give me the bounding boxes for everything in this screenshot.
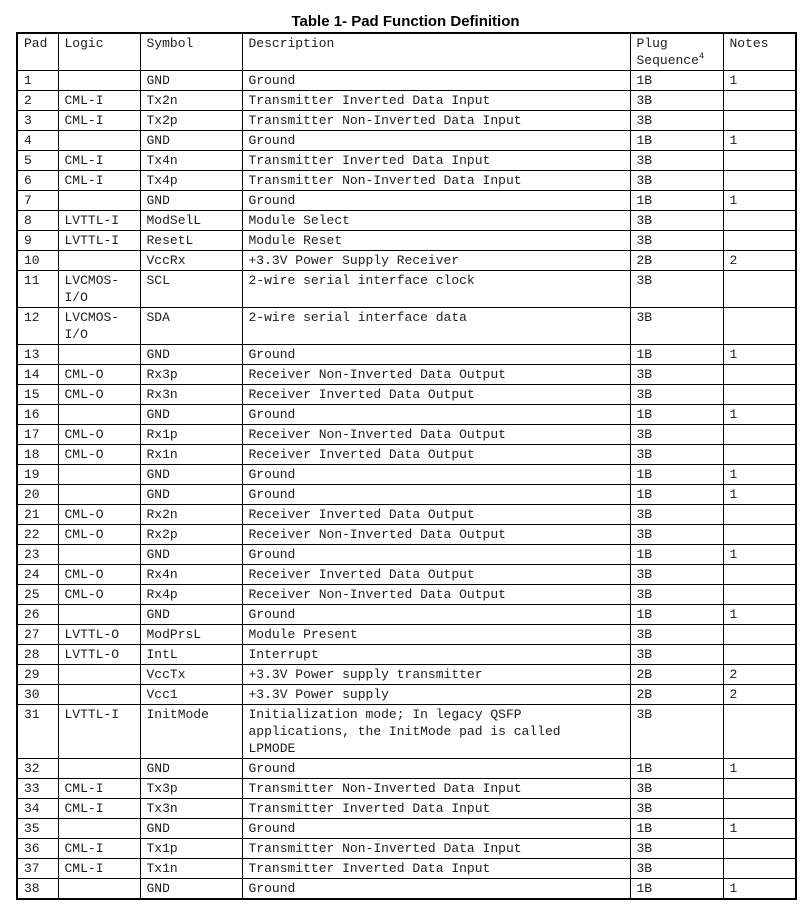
cell-notes: 1 [723, 545, 796, 565]
cell-logic [58, 405, 140, 425]
cell-plug: 1B [630, 759, 723, 779]
header-plug-sequence [630, 33, 723, 71]
table-row [17, 425, 796, 445]
cell-plug: 1B [630, 879, 723, 900]
cell-notes: 1 [723, 131, 796, 151]
cell-notes: 1 [723, 819, 796, 839]
header-description: Description [242, 33, 630, 71]
cell-plug: 1B [630, 485, 723, 505]
cell-symbol: GND [140, 405, 242, 425]
table-row [17, 211, 796, 231]
cell-logic: CML-I [58, 151, 140, 171]
cell-notes [723, 385, 796, 405]
cell-plug: 3B [630, 859, 723, 879]
cell-description: Module Reset [242, 231, 630, 251]
cell-description: Ground [242, 759, 630, 779]
cell-notes [723, 799, 796, 819]
cell-logic: CML-I [58, 859, 140, 879]
cell-symbol: Tx4n [140, 151, 242, 171]
table-row [17, 151, 796, 171]
cell-plug: 3B [630, 91, 723, 111]
plug-sequence-label: Plug Sequence [636, 36, 699, 68]
table-row [17, 345, 796, 365]
cell-description: Transmitter Non-Inverted Data Input [242, 111, 630, 131]
table-row [17, 111, 796, 131]
cell-symbol: InitMode [140, 705, 242, 759]
cell-pad: 32 [17, 759, 58, 779]
cell-logic [58, 191, 140, 211]
cell-description: Receiver Non-Inverted Data Output [242, 425, 630, 445]
cell-notes: 2 [723, 251, 796, 271]
cell-description: Ground [242, 545, 630, 565]
cell-pad: 20 [17, 485, 58, 505]
table-row [17, 91, 796, 111]
cell-pad: 37 [17, 859, 58, 879]
cell-plug: 3B [630, 839, 723, 859]
cell-symbol: GND [140, 131, 242, 151]
cell-plug: 1B [630, 345, 723, 365]
cell-symbol: GND [140, 759, 242, 779]
cell-pad: 24 [17, 565, 58, 585]
cell-pad: 33 [17, 779, 58, 799]
cell-pad: 4 [17, 131, 58, 151]
cell-description: Receiver Inverted Data Output [242, 385, 630, 405]
table-row [17, 879, 796, 900]
cell-symbol: Rx3p [140, 365, 242, 385]
cell-logic: CML-O [58, 505, 140, 525]
cell-logic: CML-I [58, 839, 140, 859]
cell-symbol: Rx1p [140, 425, 242, 445]
cell-symbol: VccTx [140, 665, 242, 685]
cell-plug: 3B [630, 779, 723, 799]
cell-plug: 3B [630, 705, 723, 759]
cell-plug: 3B [630, 799, 723, 819]
cell-symbol: ModPrsL [140, 625, 242, 645]
cell-logic [58, 71, 140, 91]
table-row [17, 385, 796, 405]
cell-logic [58, 685, 140, 705]
cell-pad: 8 [17, 211, 58, 231]
cell-pad: 12 [17, 308, 58, 345]
cell-pad: 6 [17, 171, 58, 191]
cell-description: Ground [242, 605, 630, 625]
cell-symbol: GND [140, 545, 242, 565]
cell-notes: 2 [723, 685, 796, 705]
cell-plug: 1B [630, 605, 723, 625]
cell-description: Receiver Inverted Data Output [242, 505, 630, 525]
cell-pad: 26 [17, 605, 58, 625]
cell-description: Transmitter Inverted Data Input [242, 151, 630, 171]
cell-logic: CML-O [58, 585, 140, 605]
cell-pad: 18 [17, 445, 58, 465]
cell-pad: 30 [17, 685, 58, 705]
cell-logic: LVTTL-O [58, 645, 140, 665]
cell-pad: 16 [17, 405, 58, 425]
cell-notes [723, 151, 796, 171]
cell-notes [723, 625, 796, 645]
cell-notes: 1 [723, 191, 796, 211]
cell-notes: 2 [723, 665, 796, 685]
table-row [17, 191, 796, 211]
cell-plug: 3B [630, 505, 723, 525]
cell-symbol: GND [140, 605, 242, 625]
table-row [17, 565, 796, 585]
cell-description: +3.3V Power supply [242, 685, 630, 705]
cell-notes [723, 525, 796, 545]
cell-symbol: ResetL [140, 231, 242, 251]
cell-description: +3.3V Power Supply Receiver [242, 251, 630, 271]
cell-notes [723, 111, 796, 131]
cell-plug: 3B [630, 308, 723, 345]
table-row [17, 779, 796, 799]
cell-description: Interrupt [242, 645, 630, 665]
cell-pad: 22 [17, 525, 58, 545]
cell-plug: 3B [630, 211, 723, 231]
cell-notes [723, 585, 796, 605]
cell-description: +3.3V Power supply transmitter [242, 665, 630, 685]
cell-symbol: GND [140, 191, 242, 211]
cell-pad: 36 [17, 839, 58, 859]
cell-plug: 2B [630, 685, 723, 705]
cell-plug: 1B [630, 131, 723, 151]
cell-description: Transmitter Non-Inverted Data Input [242, 839, 630, 859]
cell-description: Receiver Non-Inverted Data Output [242, 365, 630, 385]
cell-symbol: Tx2p [140, 111, 242, 131]
cell-pad: 27 [17, 625, 58, 645]
cell-logic: CML-I [58, 171, 140, 191]
cell-description: Transmitter Inverted Data Input [242, 91, 630, 111]
cell-symbol: GND [140, 879, 242, 900]
cell-description: Ground [242, 879, 630, 900]
cell-notes: 1 [723, 405, 796, 425]
table-row [17, 505, 796, 525]
cell-plug: 1B [630, 545, 723, 565]
cell-plug: 3B [630, 525, 723, 545]
table-row [17, 271, 796, 308]
cell-notes [723, 171, 796, 191]
cell-notes [723, 211, 796, 231]
table-row [17, 445, 796, 465]
cell-logic: CML-O [58, 425, 140, 445]
cell-symbol: SCL [140, 271, 242, 308]
cell-logic: LVTTL-O [58, 625, 140, 645]
cell-pad: 9 [17, 231, 58, 251]
cell-notes: 1 [723, 759, 796, 779]
cell-logic [58, 465, 140, 485]
cell-plug: 2B [630, 251, 723, 271]
table-row [17, 545, 796, 565]
table-row [17, 705, 796, 759]
header-logic: Logic [58, 33, 140, 71]
cell-symbol: Rx2p [140, 525, 242, 545]
table-row [17, 625, 796, 645]
cell-pad: 2 [17, 91, 58, 111]
cell-description: 2-wire serial interface clock [242, 271, 630, 308]
table-row [17, 251, 796, 271]
cell-description: Receiver Inverted Data Output [242, 445, 630, 465]
cell-pad: 25 [17, 585, 58, 605]
cell-symbol: Rx1n [140, 445, 242, 465]
cell-logic: CML-O [58, 365, 140, 385]
cell-logic: CML-O [58, 565, 140, 585]
cell-logic [58, 605, 140, 625]
table-row [17, 525, 796, 545]
table-row [17, 859, 796, 879]
cell-plug: 3B [630, 111, 723, 131]
cell-notes: 1 [723, 485, 796, 505]
cell-symbol: SDA [140, 308, 242, 345]
cell-pad: 23 [17, 545, 58, 565]
cell-plug: 3B [630, 151, 723, 171]
cell-notes [723, 565, 796, 585]
cell-notes [723, 445, 796, 465]
cell-notes [723, 645, 796, 665]
cell-symbol: IntL [140, 645, 242, 665]
plug-sequence-footnote-ref: 4 [698, 51, 705, 62]
cell-symbol: GND [140, 485, 242, 505]
cell-plug: 3B [630, 171, 723, 191]
cell-description: 2-wire serial interface data [242, 308, 630, 345]
cell-description: Ground [242, 131, 630, 151]
table-row [17, 799, 796, 819]
cell-description: Receiver Inverted Data Output [242, 565, 630, 585]
cell-logic: CML-I [58, 779, 140, 799]
cell-notes: 1 [723, 879, 796, 900]
cell-description: Transmitter Non-Inverted Data Input [242, 779, 630, 799]
cell-logic [58, 251, 140, 271]
cell-description: Ground [242, 485, 630, 505]
cell-pad: 34 [17, 799, 58, 819]
cell-description: Ground [242, 71, 630, 91]
cell-description: Initialization mode; In legacy QSFP applications, the InitMode pad is called LPMODE [242, 705, 630, 759]
cell-symbol: ModSelL [140, 211, 242, 231]
cell-logic: CML-O [58, 445, 140, 465]
cell-symbol: GND [140, 345, 242, 365]
cell-notes: 1 [723, 71, 796, 91]
cell-description: Ground [242, 345, 630, 365]
table-row [17, 308, 796, 345]
cell-pad: 35 [17, 819, 58, 839]
cell-symbol: Vcc1 [140, 685, 242, 705]
cell-plug: 1B [630, 819, 723, 839]
table-row [17, 171, 796, 191]
cell-description: Transmitter Inverted Data Input [242, 859, 630, 879]
cell-pad: 21 [17, 505, 58, 525]
cell-logic [58, 485, 140, 505]
cell-logic: CML-I [58, 799, 140, 819]
table-row [17, 759, 796, 779]
table-header-row [17, 33, 796, 71]
cell-description: Transmitter Non-Inverted Data Input [242, 171, 630, 191]
cell-logic [58, 131, 140, 151]
cell-notes [723, 271, 796, 308]
table-row [17, 231, 796, 251]
cell-pad: 10 [17, 251, 58, 271]
cell-description: Ground [242, 191, 630, 211]
table-row [17, 485, 796, 505]
cell-notes [723, 505, 796, 525]
cell-plug: 3B [630, 565, 723, 585]
table-row [17, 645, 796, 665]
cell-logic: LVCMOS-I/O [58, 271, 140, 308]
cell-plug: 1B [630, 405, 723, 425]
cell-notes [723, 779, 796, 799]
cell-plug: 1B [630, 191, 723, 211]
cell-description: Ground [242, 405, 630, 425]
cell-logic [58, 759, 140, 779]
header-notes: Notes [723, 33, 796, 71]
cell-logic: CML-O [58, 385, 140, 405]
header-pad: Pad [17, 33, 58, 71]
cell-pad: 31 [17, 705, 58, 759]
cell-logic [58, 665, 140, 685]
table-row [17, 605, 796, 625]
pad-function-table [16, 32, 797, 900]
cell-pad: 17 [17, 425, 58, 445]
cell-pad: 15 [17, 385, 58, 405]
cell-symbol: Tx4p [140, 171, 242, 191]
cell-notes [723, 231, 796, 251]
cell-symbol: Rx2n [140, 505, 242, 525]
table-row [17, 71, 796, 91]
cell-plug: 3B [630, 425, 723, 445]
cell-logic [58, 545, 140, 565]
cell-description: Module Present [242, 625, 630, 645]
cell-notes [723, 859, 796, 879]
cell-pad: 29 [17, 665, 58, 685]
cell-plug: 3B [630, 625, 723, 645]
cell-description: Ground [242, 465, 630, 485]
cell-symbol: Tx2n [140, 91, 242, 111]
table-row [17, 819, 796, 839]
cell-logic [58, 345, 140, 365]
cell-logic [58, 819, 140, 839]
cell-notes [723, 365, 796, 385]
table-row [17, 839, 796, 859]
table-row [17, 585, 796, 605]
cell-symbol: Tx1n [140, 859, 242, 879]
cell-symbol: Tx3n [140, 799, 242, 819]
cell-symbol: Tx1p [140, 839, 242, 859]
cell-plug: 3B [630, 645, 723, 665]
cell-symbol: Rx4n [140, 565, 242, 585]
cell-plug: 1B [630, 465, 723, 485]
cell-plug: 3B [630, 585, 723, 605]
cell-notes: 1 [723, 465, 796, 485]
cell-pad: 13 [17, 345, 58, 365]
cell-description: Ground [242, 819, 630, 839]
cell-pad: 5 [17, 151, 58, 171]
cell-description: Receiver Non-Inverted Data Output [242, 585, 630, 605]
cell-plug: 1B [630, 71, 723, 91]
cell-description: Module Select [242, 211, 630, 231]
cell-plug: 3B [630, 271, 723, 308]
cell-logic [58, 879, 140, 900]
cell-notes [723, 308, 796, 345]
table-row [17, 665, 796, 685]
cell-pad: 19 [17, 465, 58, 485]
table-row [17, 405, 796, 425]
cell-description: Receiver Non-Inverted Data Output [242, 525, 630, 545]
table-title: Table 1- Pad Function Definition [291, 13, 520, 30]
header-symbol: Symbol [140, 33, 242, 71]
cell-logic: CML-I [58, 91, 140, 111]
cell-plug: 3B [630, 445, 723, 465]
table-row [17, 465, 796, 485]
cell-symbol: GND [140, 819, 242, 839]
table-row [17, 685, 796, 705]
cell-notes: 1 [723, 345, 796, 365]
cell-pad: 7 [17, 191, 58, 211]
cell-notes: 1 [723, 605, 796, 625]
cell-symbol: GND [140, 465, 242, 485]
cell-plug: 2B [630, 665, 723, 685]
cell-logic: LVCMOS-I/O [58, 308, 140, 345]
cell-pad: 28 [17, 645, 58, 665]
cell-description: Transmitter Inverted Data Input [242, 799, 630, 819]
cell-notes [723, 425, 796, 445]
cell-notes [723, 91, 796, 111]
cell-pad: 3 [17, 111, 58, 131]
cell-pad: 38 [17, 879, 58, 900]
cell-pad: 11 [17, 271, 58, 308]
cell-logic: LVTTL-I [58, 231, 140, 251]
cell-symbol: GND [140, 71, 242, 91]
cell-symbol: Rx4p [140, 585, 242, 605]
cell-logic: LVTTL-I [58, 705, 140, 759]
cell-symbol: Rx3n [140, 385, 242, 405]
cell-plug: 3B [630, 365, 723, 385]
table-row [17, 131, 796, 151]
table-body [17, 71, 796, 900]
cell-plug: 3B [630, 231, 723, 251]
cell-symbol: VccRx [140, 251, 242, 271]
cell-notes [723, 839, 796, 859]
cell-pad: 1 [17, 71, 58, 91]
cell-logic: CML-O [58, 525, 140, 545]
cell-plug: 3B [630, 385, 723, 405]
cell-logic: LVTTL-I [58, 211, 140, 231]
table-row [17, 365, 796, 385]
cell-symbol: Tx3p [140, 779, 242, 799]
cell-logic: CML-I [58, 111, 140, 131]
cell-notes [723, 705, 796, 759]
cell-pad: 14 [17, 365, 58, 385]
